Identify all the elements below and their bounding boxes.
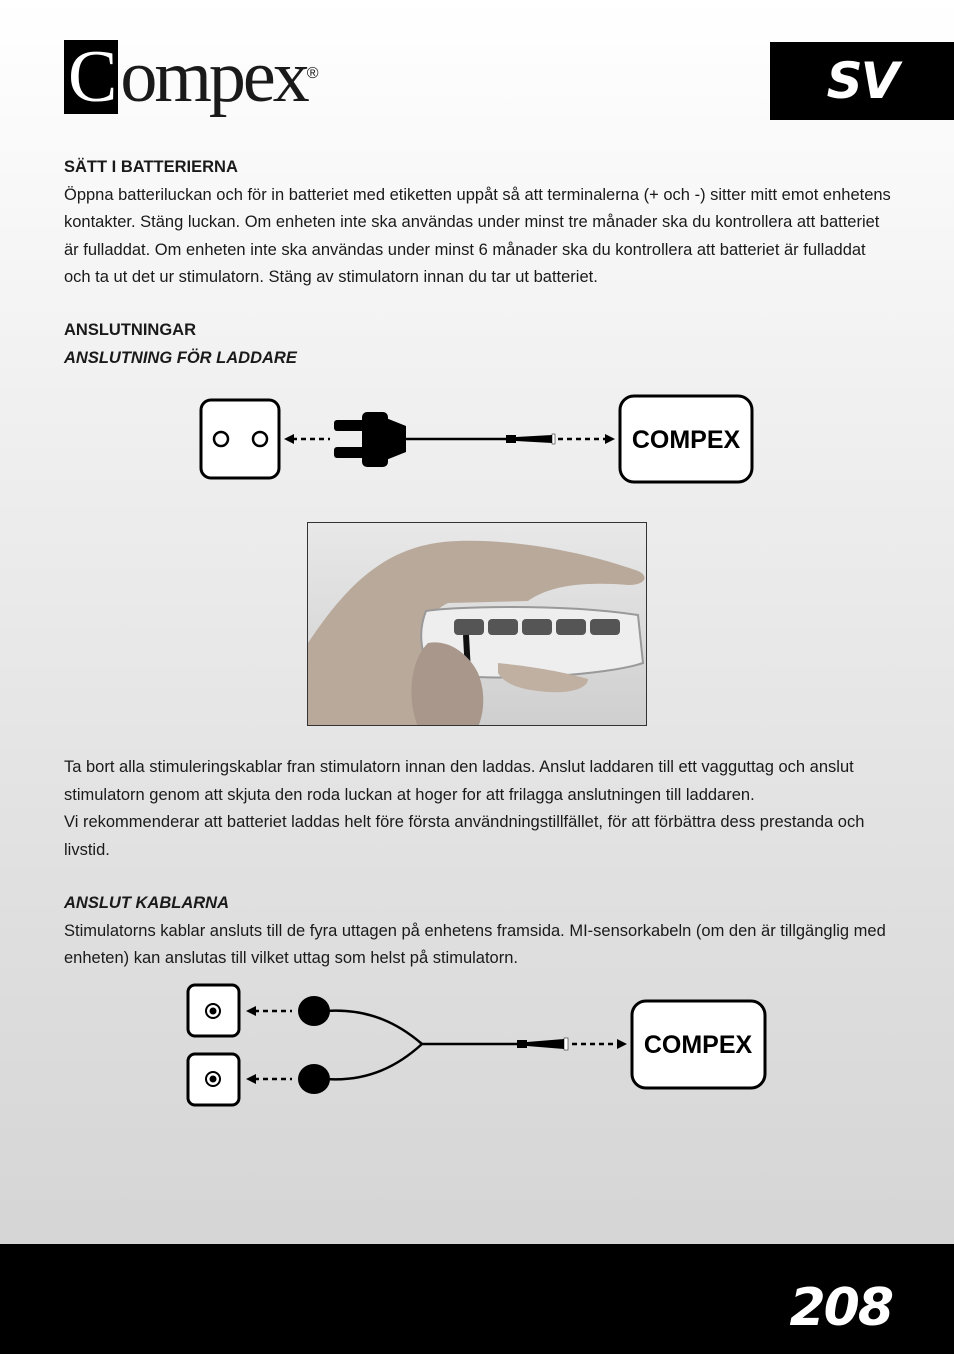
charging-text-1: Ta bort alla stimuleringskablar fran stimulatorn innan den laddas. Anslut laddaren till ett vagguttag och anslut stimulatorn genom att skjuta den roda luckan at hoger for att frilagga anslutningen till laddaren.	[64, 758, 854, 804]
page-footer	[0, 1244, 954, 1354]
electrode-socket-bottom-icon	[188, 1054, 239, 1105]
battery-heading: SÄTT I BATTERIERNA	[64, 158, 238, 176]
compex-device-label-2: COMPEX	[643, 1031, 753, 1059]
cables-heading: ANSLUT KABLARNA	[64, 894, 229, 912]
cables-text: Stimulatorns kablar ansluts till de fyra uttagen på enhetens framsida. MI-sensorkabeln (om den är tillgänglig med enheten) kan anslutas till vilket uttag som helst på stimulatorn.	[64, 921, 886, 967]
compex-device-label: COMPEX	[631, 426, 741, 454]
dashed-arrows-left-icon	[246, 1006, 292, 1084]
electrode-plugs-icon	[298, 996, 330, 1094]
page-number: 208	[789, 1278, 892, 1338]
language-label: SV	[826, 52, 898, 110]
logo-first-letter: C	[64, 40, 118, 114]
charging-text-2: Vi rekommenderar att batteriet laddas helt före första användningstillfället, för att förbättra dess prestanda och livstid.	[64, 813, 865, 859]
charger-subheading: ANSLUTNING FÖR LADDARE	[64, 348, 297, 367]
electrode-socket-top-icon	[188, 985, 239, 1036]
registered-mark: ®	[306, 65, 319, 82]
logo-rest: ompex	[120, 36, 307, 118]
connections-heading: ANSLUTNINGAR	[64, 321, 196, 339]
battery-text: Öppna batteriluckan och för in batteriet med etiketten uppåt så att terminalerna (+ och -) sitter mitt emot enhetens kontakter. Stäng luckan. Om enheten inte ska användas under minst tre månader ska du kontrollera att batteriet är fulladdat. Om enheten inte ska användas under minst 6 månader ska du kontrollera att batteriet är fulladdat och ta ut det ur stimulatorn. Stäng av stimulatorn innan du tar ut batteriet.	[64, 185, 891, 286]
split-cable-line	[326, 1011, 568, 1080]
dashed-arrow-right-icon-2	[572, 1039, 627, 1049]
